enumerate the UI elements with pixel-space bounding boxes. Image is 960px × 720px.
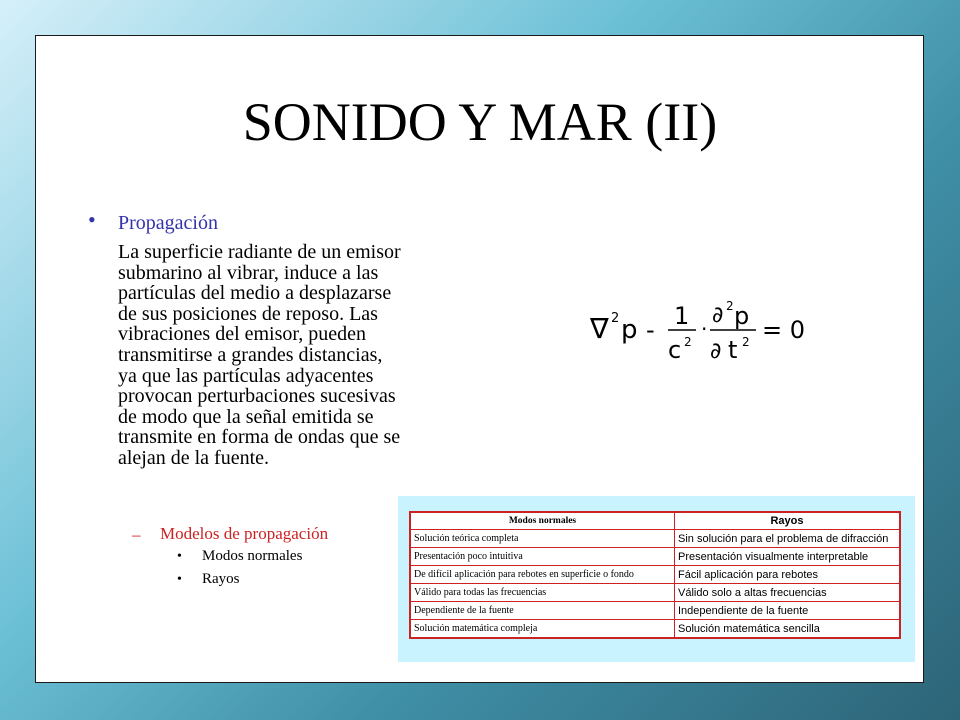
paragraph-line: ya que las partículas adyacentes xyxy=(118,364,374,387)
table-cell: De difícil aplicación para rebotes en superficie o fondo xyxy=(410,566,675,584)
table-row xyxy=(410,566,900,584)
exponent: 2 xyxy=(742,335,750,349)
table-cell: Independiente de la fuente xyxy=(675,602,901,620)
dot-operator: · xyxy=(701,317,708,341)
table-cell: Solución matemática sencilla xyxy=(675,620,901,639)
slide-title: SONIDO Y MAR (II) xyxy=(242,92,718,152)
paragraph-line: provocan perturbaciones sucesivas xyxy=(118,385,396,408)
time-symbol: t xyxy=(728,336,738,364)
table-cell: Presentación poco intuitiva xyxy=(410,548,675,566)
sub-item-rayos: Rayos xyxy=(202,571,240,587)
wave-equation-formula xyxy=(588,296,818,366)
equals-zero: = 0 xyxy=(762,316,806,344)
table-cell: Válido para todas las frecuencias xyxy=(410,584,675,602)
table-header-row xyxy=(410,512,900,530)
table-row xyxy=(410,548,900,566)
table-cell: Solución matemática compleja xyxy=(410,620,675,639)
exponent: 2 xyxy=(684,335,692,349)
speed-symbol: c xyxy=(668,336,682,364)
numerator-one: 1 xyxy=(674,302,690,330)
table-row xyxy=(410,602,900,620)
paragraph-line: La superficie radiante de un emisor xyxy=(118,241,401,263)
sub-item-modos-normales: Modos normales xyxy=(202,548,303,564)
dash-icon: – xyxy=(132,525,141,544)
paragraph-line: transmite en forma de ondas que se xyxy=(118,426,401,449)
table-cell: Dependiente de la fuente xyxy=(410,602,675,620)
exponent: 2 xyxy=(726,299,734,313)
paragraph-line: de modo que la señal emitida se xyxy=(118,405,374,428)
partial-symbol: ∂ xyxy=(712,303,724,328)
pressure-symbol: p xyxy=(734,302,750,330)
bullet-icon: • xyxy=(177,549,182,564)
table-cell: Fácil aplicación para rebotes xyxy=(675,566,901,584)
minus-sign: - xyxy=(646,316,655,344)
paragraph-line: de sus posiciones de reposo. Las xyxy=(118,302,378,325)
bullet-icon: • xyxy=(177,572,182,587)
table-cell: Solución teórica completa xyxy=(410,530,675,548)
body-paragraph xyxy=(118,242,463,469)
exponent: 2 xyxy=(611,311,620,326)
paragraph-line: transmitirse a grandes distancias, xyxy=(118,343,383,366)
section-heading: Propagación xyxy=(118,212,218,234)
table-row xyxy=(410,530,900,548)
partial-symbol: ∂ xyxy=(710,339,722,364)
sub-heading: Modelos de propagación xyxy=(160,524,329,543)
nabla-symbol: ∇ xyxy=(590,312,609,345)
comparison-table xyxy=(409,511,901,639)
table-cell: Presentación visualmente interpretable xyxy=(675,548,901,566)
table-row xyxy=(410,584,900,602)
table-cell: Válido solo a altas frecuencias xyxy=(675,584,901,602)
column-header-rayos: Rayos xyxy=(675,512,901,530)
paragraph-line: vibraciones del emisor, pueden xyxy=(118,323,367,346)
paragraph-line: submarino al vibrar, induce a las xyxy=(118,261,379,284)
comparison-table-panel xyxy=(398,496,915,662)
table-row xyxy=(410,620,900,639)
pressure-symbol: p xyxy=(621,315,638,345)
paragraph-line: alejan de la fuente. xyxy=(118,446,270,469)
column-header-modos-normales: Modos normales xyxy=(410,512,675,530)
bullet-icon: • xyxy=(88,207,96,232)
paragraph-line: partículas del medio a desplazarse xyxy=(118,282,392,305)
table-cell: Sin solución para el problema de difracción xyxy=(675,530,901,548)
